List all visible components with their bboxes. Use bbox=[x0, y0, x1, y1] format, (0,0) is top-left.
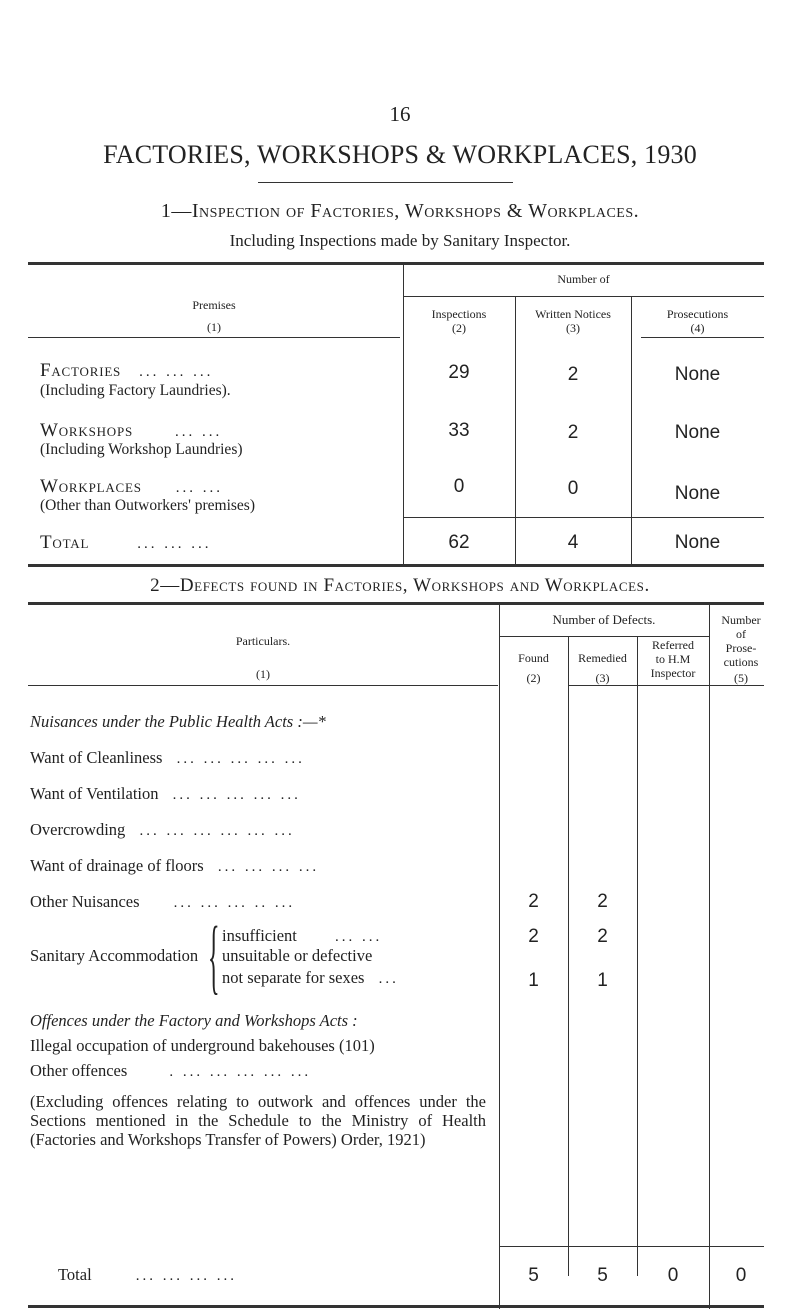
found-header-num: (2) bbox=[526, 671, 541, 685]
list-item bbox=[30, 748, 305, 768]
notices-total: 4 bbox=[567, 532, 579, 553]
leader-dots: ... bbox=[378, 971, 399, 987]
prosecutions-header-num: (4) bbox=[690, 321, 705, 335]
leader-dots: ... ... bbox=[175, 424, 223, 440]
list-item bbox=[30, 820, 295, 840]
prosecutions-header: Prosecutions bbox=[666, 307, 729, 321]
remedied-value: 1 bbox=[597, 970, 608, 991]
table2-col-divider bbox=[568, 636, 569, 1276]
written-notices-header-num: (3) bbox=[566, 321, 580, 335]
page-number: 16 bbox=[389, 102, 411, 126]
found-value: 2 bbox=[528, 891, 539, 912]
table2-header-rule bbox=[28, 685, 498, 686]
table2-bottom-rule bbox=[28, 1305, 764, 1308]
list-item bbox=[30, 892, 295, 912]
table2-col-divider bbox=[499, 604, 500, 1309]
particulars-header-num: (1) bbox=[256, 667, 270, 681]
particular-label: Want of drainage of floors bbox=[30, 856, 204, 875]
remedied-header-num: (3) bbox=[595, 671, 610, 685]
prosecutions-total: None bbox=[674, 532, 721, 553]
leader-dots: ... ... ... ... ... ... bbox=[139, 823, 295, 839]
prosecutions-value: None bbox=[674, 483, 721, 504]
table1-header-rule bbox=[28, 337, 400, 338]
particular-label: Overcrowding bbox=[30, 820, 126, 839]
table2-total-rule bbox=[499, 1246, 764, 1247]
prosecutions-value: None bbox=[674, 422, 721, 443]
table2-header-rule bbox=[568, 685, 764, 686]
premises-note: (Including Factory Laundries). bbox=[40, 382, 231, 399]
premises-header-num: (1) bbox=[207, 320, 221, 334]
leader-dots: ... ... ... ... bbox=[217, 859, 320, 875]
premises-header: Premises bbox=[192, 298, 236, 312]
table2-subheader-rule bbox=[499, 636, 709, 637]
inspections-value: 0 bbox=[453, 476, 465, 497]
leader-dots: ... ... ... bbox=[137, 536, 212, 552]
page-title: FACTORIES, WORKSHOPS & WORKPLACES, 1930 bbox=[103, 140, 697, 169]
number-of-header: Number of bbox=[557, 272, 610, 286]
inspections-value: 29 bbox=[448, 362, 470, 383]
list-item bbox=[222, 968, 399, 988]
prosecutions-header-line4: cutions bbox=[723, 655, 759, 669]
leader-dots: ... ... bbox=[175, 480, 224, 496]
remedied-total: 5 bbox=[597, 1265, 608, 1286]
written-notices-header: Written Notices bbox=[535, 307, 611, 321]
list-item bbox=[222, 926, 382, 946]
particular-label: Want of Ventilation bbox=[30, 784, 159, 803]
total-row bbox=[58, 1265, 237, 1285]
list-item bbox=[30, 1061, 311, 1081]
found-value: 2 bbox=[528, 926, 539, 947]
table2-col-divider bbox=[637, 636, 638, 1276]
brace-icon: { bbox=[208, 909, 220, 1003]
notices-value: 2 bbox=[567, 364, 579, 385]
particular-label: not separate for sexes bbox=[222, 968, 365, 987]
offences-heading: Offences under the Factory and Workshops Acts : bbox=[30, 1011, 358, 1030]
found-header: Found bbox=[518, 651, 549, 665]
notices-value: 0 bbox=[567, 478, 579, 499]
prosecutions-header-line1: Number bbox=[721, 613, 761, 627]
inspections-header-num: (2) bbox=[452, 321, 466, 335]
premises-note: (Including Workshop Laundries) bbox=[40, 441, 243, 458]
table1-bottom-rule bbox=[28, 564, 764, 567]
leader-dots: ... ... ... ... bbox=[135, 1268, 238, 1284]
premises-name: Workshops bbox=[40, 420, 134, 441]
list-item: Illegal occupation of underground bakehouses (101) bbox=[30, 1036, 375, 1055]
section2-heading: 2—Defects found in Factories, Workshops and Workplaces. bbox=[150, 575, 650, 596]
premises-name: Workplaces bbox=[40, 476, 142, 497]
particular-label: Want of Cleanliness bbox=[30, 748, 163, 767]
remedied-header: Remedied bbox=[578, 651, 627, 665]
particular-label: Other offences bbox=[30, 1061, 128, 1080]
leader-dots: ... ... ... bbox=[139, 364, 214, 380]
prosecutions-total: 0 bbox=[735, 1265, 747, 1286]
table1-total-rule bbox=[403, 517, 764, 518]
found-total: 5 bbox=[528, 1265, 539, 1286]
particulars-header: Particulars. bbox=[235, 634, 291, 648]
inspections-header: Inspections bbox=[431, 307, 487, 321]
prosecutions-header-num: (5) bbox=[734, 671, 748, 685]
table1-header-rule bbox=[641, 337, 764, 338]
particular-label: unsuitable or defective bbox=[222, 946, 373, 965]
table-row bbox=[40, 360, 213, 382]
section1-heading: 1—Inspection of Factories, Workshops & Workplaces. bbox=[160, 200, 640, 222]
leader-dots: ... ... ... ... ... bbox=[172, 787, 301, 803]
title-rule bbox=[258, 182, 513, 183]
list-item bbox=[30, 784, 301, 804]
inspections-total: 62 bbox=[448, 532, 470, 553]
leader-dots: ... ... ... ... ... bbox=[176, 751, 305, 767]
sanitary-accommodation-label: Sanitary Accommodation bbox=[30, 946, 199, 965]
prosecutions-header-line2: of bbox=[736, 627, 746, 641]
notices-value: 2 bbox=[567, 422, 579, 443]
list-item bbox=[222, 946, 372, 966]
section1-subheading: Including Inspections made by Sanitary Inspector. bbox=[229, 231, 571, 250]
table-row bbox=[40, 420, 222, 442]
remedied-value: 2 bbox=[597, 891, 608, 912]
leader-dots: ... ... bbox=[334, 929, 383, 945]
number-of-defects-header: Number of Defects. bbox=[552, 612, 656, 627]
table-row bbox=[40, 532, 211, 554]
premises-name: Total bbox=[40, 532, 90, 553]
particular-label: Other Nuisances bbox=[30, 892, 140, 911]
inspections-value: 33 bbox=[448, 420, 470, 441]
nuisances-heading: Nuisances under the Public Health Acts :—* bbox=[30, 712, 326, 731]
premises-name: Factories bbox=[40, 360, 122, 381]
prosecutions-header-line3: Prose- bbox=[725, 641, 757, 655]
total-label: Total bbox=[58, 1265, 92, 1284]
referred-header-line1: Referred bbox=[652, 638, 694, 652]
table2-col-divider bbox=[709, 604, 710, 1309]
referred-header-line3: Inspector bbox=[650, 666, 696, 680]
excluding-note: (Excluding offences relating to outwork and offences under the Sections mentioned in the Schedule to the Ministry of Health (Factories and Workshops Transfer of Powers) Order, 1921) bbox=[30, 1092, 486, 1149]
premises-note: (Other than Outworkers' premises) bbox=[40, 497, 255, 514]
list-item bbox=[30, 856, 319, 876]
found-value: 1 bbox=[528, 970, 539, 991]
prosecutions-value: None bbox=[674, 364, 721, 385]
table-row bbox=[40, 476, 223, 498]
referred-total: 0 bbox=[667, 1265, 679, 1286]
table1-subheader-rule bbox=[403, 296, 764, 297]
table1-top-rule bbox=[28, 262, 764, 265]
remedied-value: 2 bbox=[597, 926, 608, 947]
leader-dots: . ... ... ... ... ... bbox=[169, 1064, 312, 1080]
particular-label: insufficient bbox=[222, 926, 297, 945]
referred-header-line2: to H.M bbox=[655, 652, 691, 666]
leader-dots: ... ... ... .. ... bbox=[173, 895, 296, 911]
table2-top-rule bbox=[28, 602, 764, 605]
